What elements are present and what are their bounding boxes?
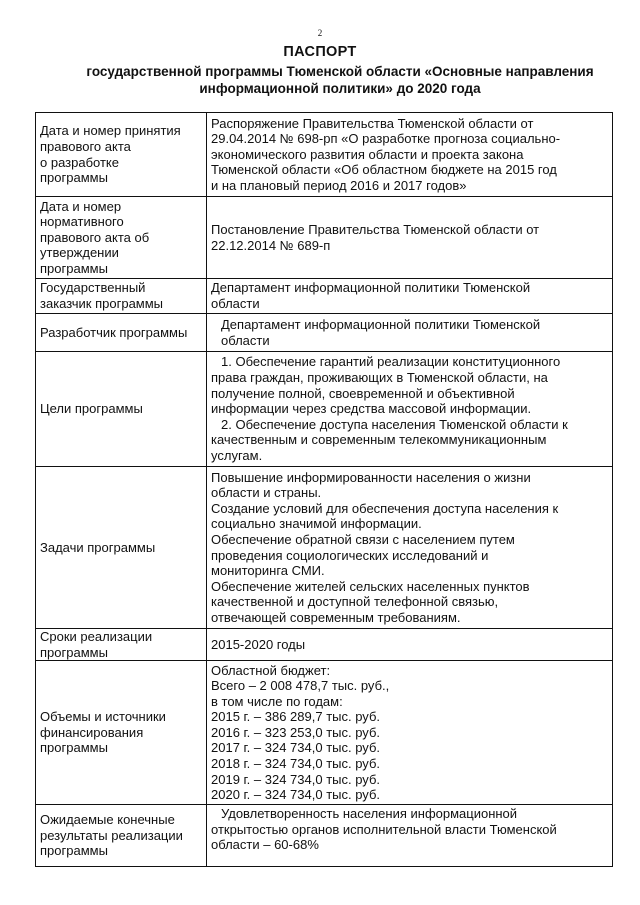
value-line: Департамент информационной политики Тюменской xyxy=(221,316,541,332)
value-line: 2015-2020 годы xyxy=(211,636,306,652)
row-value-goals xyxy=(207,352,613,467)
value-line: 2015 г. – 386 289,7 тыс. руб. xyxy=(211,709,381,725)
value-line: 2018 г. – 324 734,0 тыс. руб. xyxy=(211,756,381,772)
row-label-tasks xyxy=(36,467,207,629)
value-line: качественным и современным телекоммуникационным xyxy=(211,432,547,448)
subtitle-line: информационной политики» до 2020 года xyxy=(199,81,481,96)
row-value-tasks xyxy=(207,467,613,629)
row-label-goals xyxy=(36,352,207,467)
table-row xyxy=(36,467,613,629)
value-line: отвечающей современным требованиям. xyxy=(211,609,461,625)
value-line: области – 60-68% xyxy=(211,837,319,853)
label-line: нормативного xyxy=(40,214,124,230)
table-row xyxy=(36,197,613,279)
document-subtitle xyxy=(60,63,620,97)
label-line: Объемы и источники xyxy=(40,709,166,725)
value-line: социально значимой информации. xyxy=(211,516,422,532)
value-line: проведения социологических исследований и xyxy=(211,547,489,563)
label-line: финансирования xyxy=(40,724,144,740)
subtitle-line: государственной программы Тюменской области «Основные направления xyxy=(86,64,594,79)
label-line: результаты реализации xyxy=(40,827,183,843)
value-line: 2019 г. – 324 734,0 тыс. руб. xyxy=(211,771,381,787)
value-line: Постановление Правительства Тюменской области от xyxy=(211,221,540,237)
value-line: Департамент информационной политики Тюменской xyxy=(211,280,531,296)
label-line: правового акта xyxy=(40,138,131,154)
value-line: Обеспечение обратной связи с населением путем xyxy=(211,531,515,547)
label-line: Сроки реализации xyxy=(40,629,153,644)
label-line: программы xyxy=(40,843,108,859)
label-line: программы xyxy=(40,260,108,276)
value-line: 22.12.2014 № 689-п xyxy=(211,237,331,253)
value-line: услугам. xyxy=(211,447,263,463)
value-line: и на плановый период 2016 и 2017 годов» xyxy=(211,177,467,193)
value-line: экономического развития области и проекта закона xyxy=(211,146,524,162)
row-value-approval-act xyxy=(207,197,613,279)
label-line: Государственный xyxy=(40,280,146,296)
value-line: в том числе по годам: xyxy=(211,693,343,709)
table-row xyxy=(36,352,613,467)
row-value-expected-results xyxy=(207,805,613,867)
row-value-period xyxy=(207,629,613,661)
value-line: права граждан, проживающих в Тюменской области, на xyxy=(211,370,548,386)
label-line: программы xyxy=(40,170,108,186)
table-row xyxy=(36,314,613,352)
value-line: Повышение информированности населения о жизни xyxy=(211,469,531,485)
row-value-legal-act-development xyxy=(207,113,613,197)
value-line: Тюменской области «Об областном бюджете на 2015 год xyxy=(211,162,557,178)
value-line: области xyxy=(221,332,270,348)
label-line: Разработчик программы xyxy=(40,324,188,340)
table-row xyxy=(36,279,613,314)
value-line: 2017 г. – 324 734,0 тыс. руб. xyxy=(211,740,381,756)
document-title: ПАСПОРТ xyxy=(283,44,357,60)
value-line: Создание условий для обеспечения доступа населения к xyxy=(211,500,559,516)
value-line: открытостью органов исполнительной власти Тюменской xyxy=(211,821,557,837)
value-line: мониторинга СМИ. xyxy=(211,563,325,579)
label-line: Дата и номер xyxy=(40,198,122,214)
label-line: заказчик программы xyxy=(40,296,164,311)
row-label-state-customer xyxy=(36,279,207,314)
value-line: 2. Обеспечение доступа населения Тюменской области к xyxy=(221,416,568,432)
value-line: Удовлетворенность населения информационной xyxy=(221,806,518,822)
table-row xyxy=(36,113,613,197)
row-label-funding xyxy=(36,661,207,805)
value-line: качественной и доступной телефонной связью, xyxy=(211,594,499,610)
label-line: о разработке xyxy=(40,154,119,170)
label-line: программы xyxy=(40,740,108,756)
value-line: Всего – 2 008 478,7 тыс. руб., xyxy=(211,678,390,694)
table-row xyxy=(36,661,613,805)
row-value-state-customer xyxy=(207,279,613,314)
value-line: 2016 г. – 323 253,0 тыс. руб. xyxy=(211,724,381,740)
value-line: области и страны. xyxy=(211,485,322,501)
passport-table xyxy=(35,112,613,867)
label-line: Цели программы xyxy=(40,401,143,417)
row-label-developer xyxy=(36,314,207,352)
row-label-period xyxy=(36,629,207,661)
table-row xyxy=(36,805,613,867)
table-row xyxy=(36,629,613,661)
value-line: 1. Обеспечение гарантий реализации конституционного xyxy=(221,354,561,370)
page-number: 2 xyxy=(317,28,323,38)
label-line: Задачи программы xyxy=(40,539,156,555)
label-line: Ожидаемые конечные xyxy=(40,812,175,828)
value-line: области xyxy=(211,296,260,311)
value-line: информации через средства массовой информации. xyxy=(211,401,532,417)
value-line: Обеспечение жителей сельских населенных пунктов xyxy=(211,578,530,594)
label-line: утверждении xyxy=(40,245,119,261)
label-line: правового акта об xyxy=(40,229,150,245)
row-value-funding xyxy=(207,661,613,805)
row-value-developer xyxy=(207,314,613,352)
label-line: Дата и номер принятия xyxy=(40,123,181,139)
row-label-approval-act xyxy=(36,197,207,279)
value-line: Распоряжение Правительства Тюменской области от xyxy=(211,115,534,131)
row-label-expected-results xyxy=(36,805,207,867)
value-line: получение полной, своевременной и объективной xyxy=(211,385,515,401)
label-line: программы xyxy=(40,644,108,660)
value-line: 29.04.2014 № 698-рп «О разработке прогноза социально- xyxy=(211,131,561,147)
value-line: Областной бюджет: xyxy=(211,662,331,678)
value-line: 2020 г. – 324 734,0 тыс. руб. xyxy=(211,787,381,803)
row-label-legal-act-development xyxy=(36,113,207,197)
